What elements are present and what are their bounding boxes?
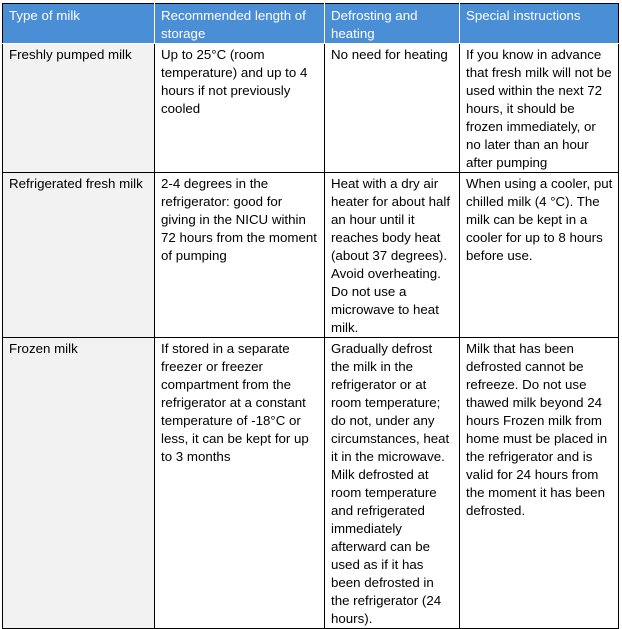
- table-header: [3, 4, 619, 44]
- cell-instructions: When using a cooler, put chilled milk (4 °C). The milk can be kept in a cooler for up to 8 hours before use.: [460, 173, 619, 338]
- milk-storage-table: [2, 3, 619, 629]
- cell-storage: Up to 25°C (room temperature) and up to 4 hours if not previously cooled: [155, 44, 325, 173]
- cell-instructions: Milk that has been defrosted cannot be refreeze. Do not use thawed milk beyond 24 hours Frozen milk from home must be placed in the refrigerator and is valid for 24 hours from the moment it has been defrosted.: [460, 338, 619, 629]
- cell-defrosting: No need for heating: [325, 44, 460, 173]
- cell-milk-type: Frozen milk: [3, 338, 155, 629]
- header-row: [3, 4, 619, 44]
- header-type-of-milk: Type of milk: [3, 4, 155, 44]
- table-row: [3, 338, 619, 629]
- header-defrosting-heating: Defrosting and heating: [325, 4, 460, 44]
- header-recommended-storage: Recommended length of storage: [155, 4, 325, 44]
- cell-storage: 2-4 degrees in the refrigerator: good for giving in the NICU within 72 hours from the moment of pumping: [155, 173, 325, 338]
- cell-milk-type: Freshly pumped milk: [3, 44, 155, 173]
- cell-storage: If stored in a separate freezer or freezer compartment from the refrigerator at a constant temperature of -18°C or less, it can be kept for up to 3 months: [155, 338, 325, 629]
- header-special-instructions: Special instructions: [460, 4, 619, 44]
- cell-milk-type: Refrigerated fresh milk: [3, 173, 155, 338]
- cell-defrosting: Gradually defrost the milk in the refrigerator or at room temperature; do not, under any circumstances, heat it in the microwave. Milk defrosted at room temperature and refrigerated immediately afterward can be used as if it has been defrosted in the refrigerator (24 hours).: [325, 338, 460, 629]
- table-row: [3, 173, 619, 338]
- table-body: [3, 44, 619, 629]
- cell-instructions: If you know in advance that fresh milk will not be used within the next 72 hours, it should be frozen immediately, or no later than an hour after pumping: [460, 44, 619, 173]
- cell-defrosting: Heat with a dry air heater for about half an hour until it reaches body heat (about 37 degrees). Avoid overheating. Do not use a microwave to heat milk.: [325, 173, 460, 338]
- table-row: [3, 44, 619, 173]
